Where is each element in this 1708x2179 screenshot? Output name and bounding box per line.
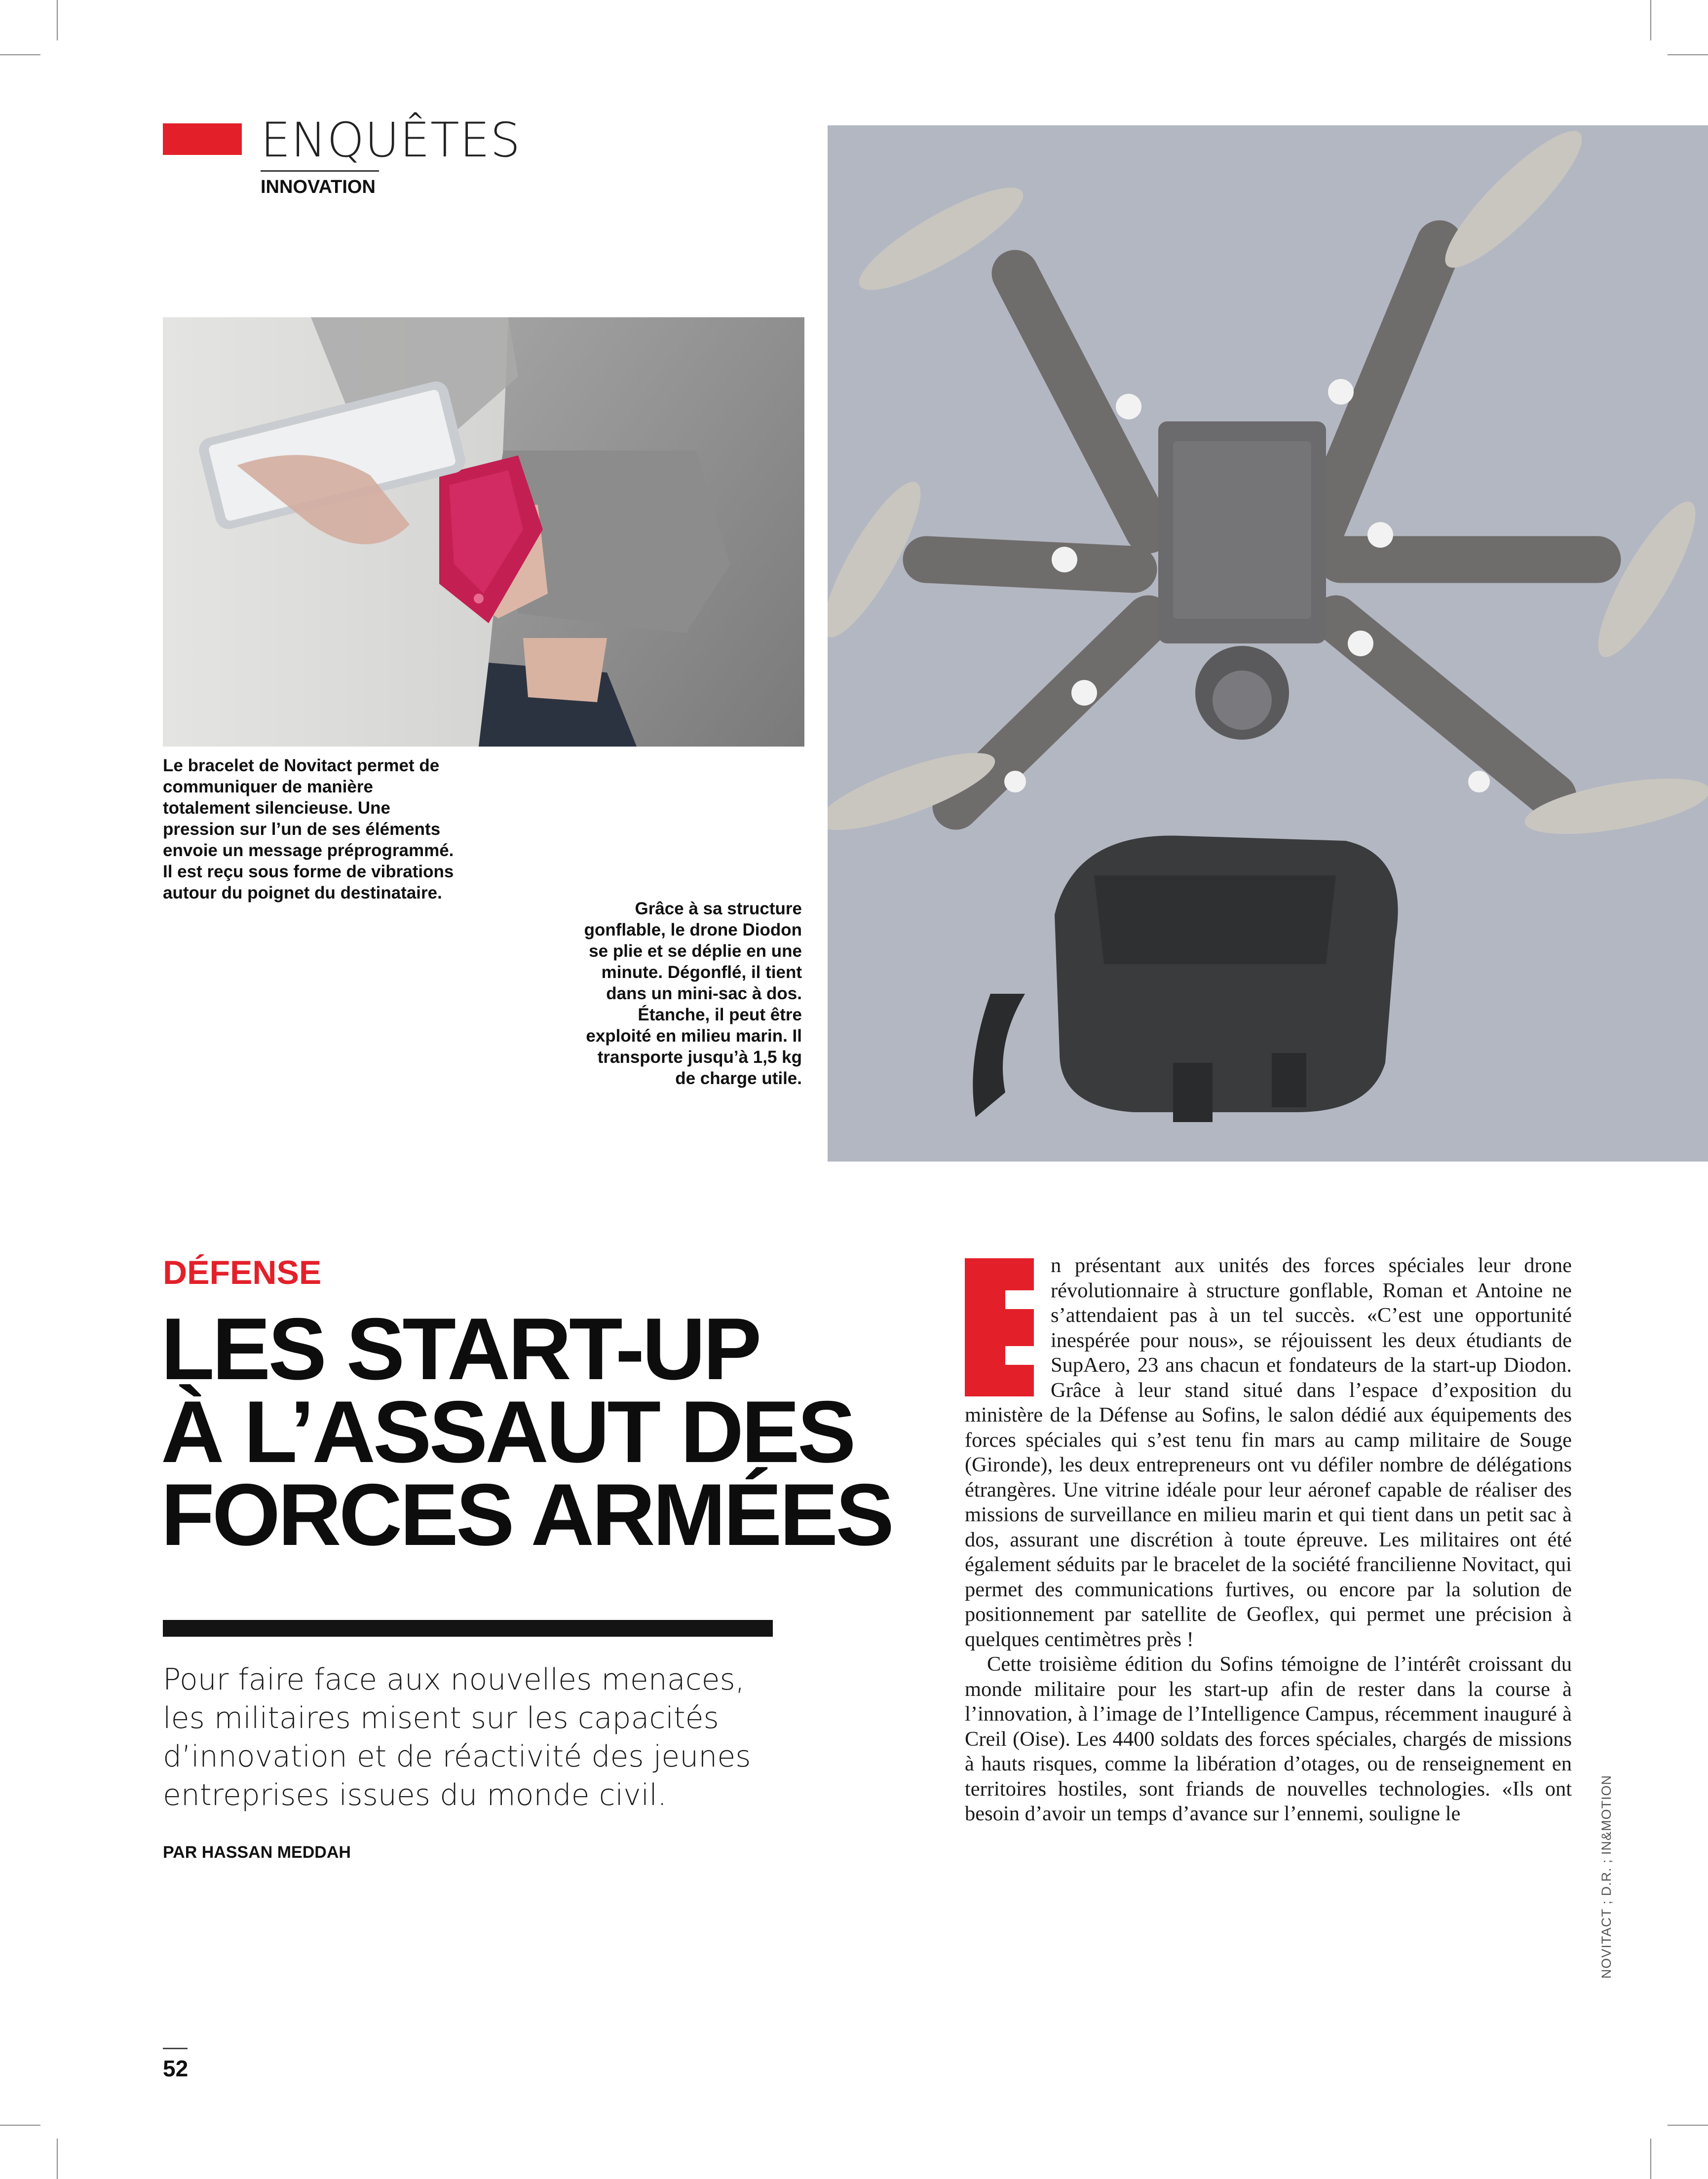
drone-photo — [828, 125, 1708, 1162]
section-color-bar — [163, 123, 242, 155]
headline-line: À L’ASSAUT DES — [161, 1383, 854, 1481]
article-body — [965, 1253, 1572, 1827]
dropcap — [965, 1258, 1034, 1396]
section-rule — [261, 170, 379, 172]
byline: PAR HASSAN MEDDAH — [163, 1843, 351, 1862]
section-title: ENQUÊTES — [261, 113, 521, 168]
drone-caption: Grâce à sa structure gonflable, le drone Diodon se plie et se déplie en une minute. Dégonflé, il tient dans un mini-sac à dos. Étanche, il peut être exploité en milieu marin. Il transporte jusqu’à 1,5 kg de charge utile. — [584, 899, 802, 1088]
photo-credit-text: NOVITACT ; D.R. ; IN&MOTION — [1599, 1774, 1614, 1979]
crop-mark — [1668, 2125, 1708, 2126]
article-paragraph: n présentant aux unités des forces spéciales leur drone révolutionnaire à structure gonflable, Roman et Antoine ne s’attendaient pas à un tel succès. «C’est une opportunité inespérée pour nous», se réjouissent les deux étudiants de SupAero, 23 ans chacun et fondateurs de la start-up Diodon. Grâce à leur stand situé dans l’espace d’exposition du ministère de la Défense au Sofins, le salon dédié aux équipements des forces spéciales qui s’est tenu fin mars au camp militaire de Souge (Gironde), les deux entrepreneurs ont vu défiler nombre de délégations étrangères. Une vitrine idéale pour leur aéronef capable de réaliser des missions de surveillance en milieu marin et qui tient dans un petit sac à dos, assurant une discrétion à toute épreuve. Les militaires ont été également séduits par le bracelet de la société francilienne Novitact, qui permet des communications furtives, ou encore par la solution de positionnement par satellite de Geoflex, qui permet une précision à quelques centimètres près ! — [965, 1254, 1572, 1651]
page-number-rule — [163, 2048, 188, 2049]
section-subtitle: INNOVATION — [261, 177, 376, 197]
standfirst: Pour faire face aux nouvelles menaces, les militaires misent sur les capacités d’innovation et de réactivité des jeunes entreprises issues du monde civil. — [163, 1662, 751, 1812]
crop-mark — [0, 54, 40, 55]
bracelet-photo — [163, 317, 804, 747]
crop-mark — [57, 2139, 58, 2179]
article-paragraph: Cette troisième édition du Sofins témoigne de l’intérêt croissant du monde militaire pour les start-up afin de rester dans la course à l’innovation, à l’image de l’Intelligence Campus, récemment inauguré à Creil (Oise). Les 4400 soldats des forces spéciales, chargés de missions à hauts risques, comme la libération d’otages, ou de renseignement en territoires hostiles, sont friands de nouvelles technologies. «Ils ont besoin d’avoir un temps d’avance sur l’ennemi, souligne le — [965, 1653, 1572, 1825]
crop-mark — [0, 2125, 40, 2126]
crop-mark — [1650, 2139, 1651, 2179]
page-number: 52 — [163, 2056, 189, 2081]
crop-mark — [1668, 54, 1708, 55]
headline-rule — [163, 1620, 773, 1637]
article-kicker: DÉFENSE — [163, 1254, 322, 1291]
photo-credit — [1599, 1774, 1614, 1989]
bracelet-caption: Le bracelet de Novitact permet de communiquer de manière totalement silencieuse. Une pression sur l’un de ses éléments envoie un message préprogrammé. Il est reçu sous forme de vibrations autour du poignet du destinataire. — [163, 756, 454, 902]
headline-line: FORCES ARMÉES — [161, 1465, 892, 1564]
article-headline — [161, 1300, 892, 1564]
crop-mark — [57, 0, 58, 40]
crop-mark — [1650, 0, 1651, 40]
headline-line: LES START-UP — [161, 1300, 759, 1398]
